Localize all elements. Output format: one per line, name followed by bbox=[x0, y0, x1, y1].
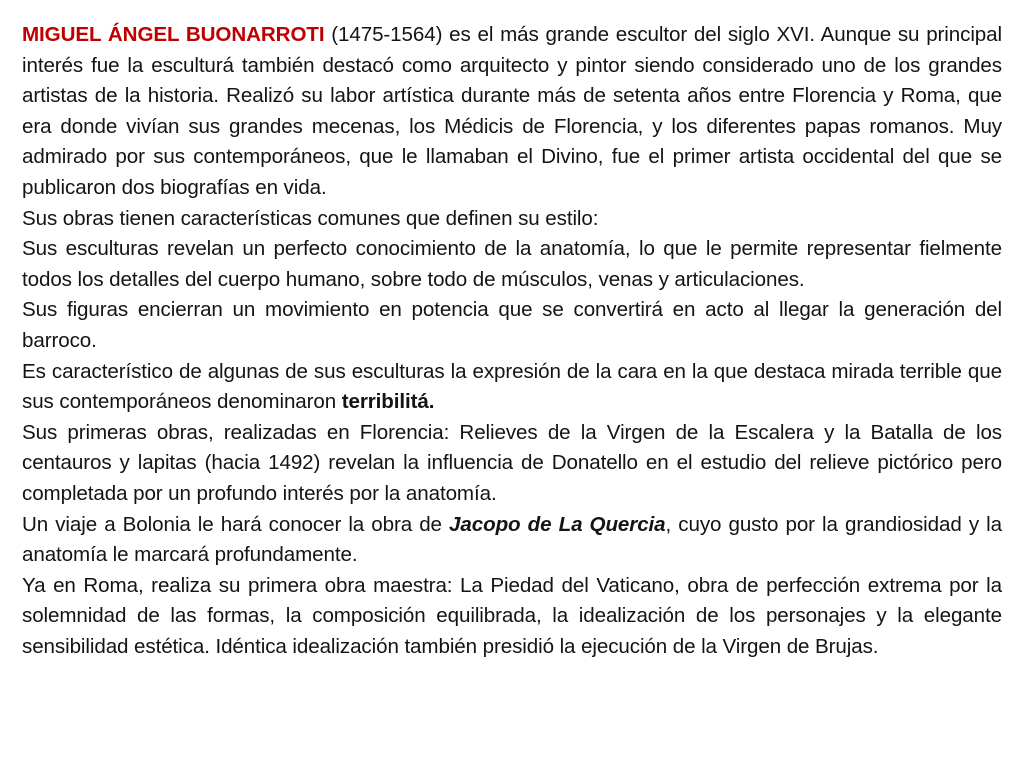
terribilita-term: terribilitá. bbox=[341, 390, 435, 414]
paragraph-bologna-before: Un viaje a Bolonia le hará conocer la obra de bbox=[22, 512, 450, 536]
slide-text-body bbox=[22, 20, 1002, 662]
paragraph-movement: Sus figuras encierran un movimiento en potencia que se convertirá en acto al llegar la generación del barroco. bbox=[22, 298, 1002, 352]
paragraph-bologna bbox=[22, 510, 1002, 571]
paragraph-expression bbox=[22, 357, 1002, 418]
paragraph-expression-text: Es característico de algunas de sus esculturas la expresión de la cara en la que destaca mirada terrible que sus contemporáneos denominaron bbox=[22, 359, 1002, 414]
paragraph-intro bbox=[22, 20, 1002, 204]
paragraph-anatomy: Sus esculturas revelan un perfecto conocimiento de la anatomía, lo que le permite representar fielmente todos los detalles del cuerpo humano, sobre todo de músculos, venas y articulaciones. bbox=[22, 237, 1002, 291]
paragraph-early-works: Sus primeras obras, realizadas en Florencia: Relieves de la Virgen de la Escalera y la Batalla de los centauros y lapitas (hacia 1492) revelan la influencia de Donatello en el estudio del relieve pictórico pero completada por un profundo interés por la anatomía. bbox=[22, 420, 1002, 505]
paragraph-bologna-after: , cuyo gusto por la grandiosidad y la anatomía le marcará profundamente. bbox=[22, 512, 1002, 567]
paragraph-intro-text: (1475-1564) es el más grande escultor del siglo XVI. Aunque su principal interés fue la esculturá también destacó como arquitecto y pintor siendo considerado uno de los grandes artistas de la historia. Realizó su labor artística durante más de setenta años entre Florencia y Roma, que era donde vivían sus grandes mecenas, los Médicis de Florencia, y los diferentes papas romanos. Muy admirado por sus contemporáneos, que le llamaban el Divino, fue el primer artista occidental del que se publicaron dos biografías en vida. bbox=[22, 23, 1002, 199]
paragraph-rome-pieta: Ya en Roma, realiza su primera obra maestra: La Piedad del Vaticano, obra de perfección extrema por la solemnidad de las formas, la composición equilibrada, la idealización de los personajes y la elegante sensibilidad estética. Idéntica idealización también presidió la ejecución de la Virgen de Brujas. bbox=[22, 573, 1002, 658]
jacopo-della-quercia-name: Jacopo de La Quercia bbox=[449, 512, 666, 536]
paragraph-style-intro: Sus obras tienen características comunes que definen su estilo: bbox=[22, 206, 599, 230]
artist-name-heading: MIGUEL ÁNGEL BUONARROTI bbox=[22, 23, 325, 46]
